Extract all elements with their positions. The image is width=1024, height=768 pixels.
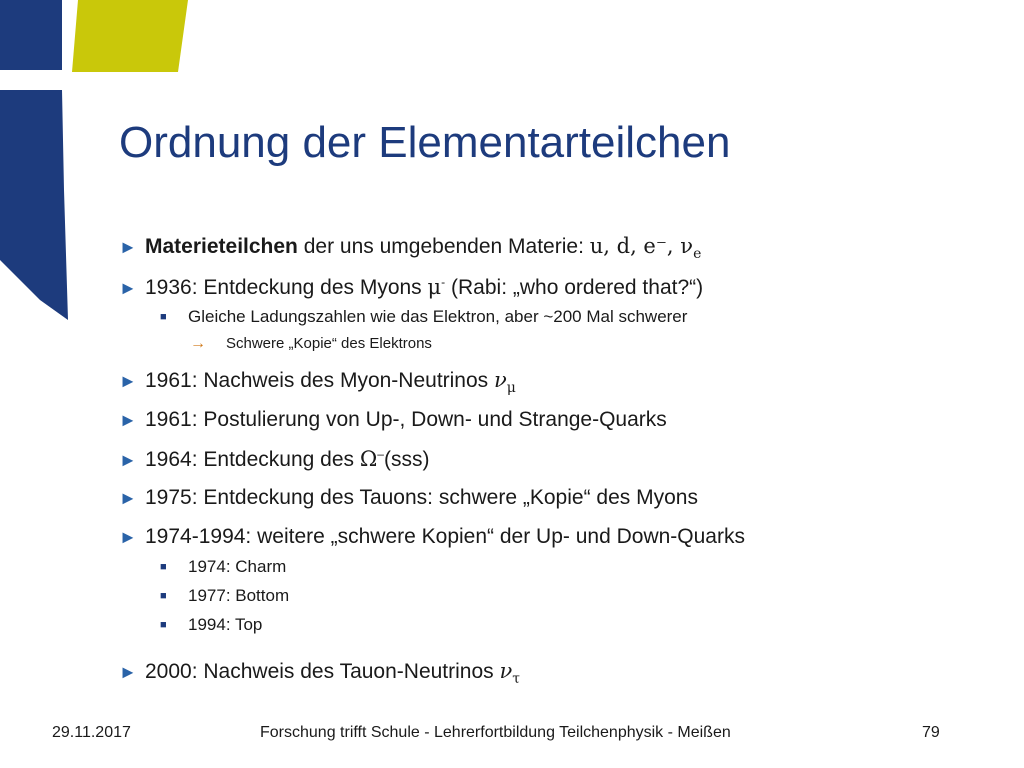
triangle-bullet-icon: ► xyxy=(119,527,137,547)
item-text-after: (Rabi: „who ordered that?“) xyxy=(445,276,704,299)
item-text: der uns umgebenden Materie: xyxy=(297,235,590,258)
triangle-bullet-icon: ► xyxy=(119,410,137,430)
item-text: 1975: Entdeckung des Tauons: schwere „Kopie“ des Myons xyxy=(145,486,698,509)
muon-symbol: μ xyxy=(427,275,442,299)
symbol-subscript: τ xyxy=(512,671,521,688)
bullet-item-1961-quarks xyxy=(119,408,667,432)
item-text: 1961: Nachweis des Myon-Neutrinos xyxy=(145,369,495,392)
sub-item-bottom xyxy=(160,586,289,606)
bullet-item-1936-muon xyxy=(119,275,703,300)
footer-page-number: 79 xyxy=(922,724,940,741)
triangle-bullet-icon: ► xyxy=(119,237,137,257)
sub-sub-item-text: Schwere „Kopie“ des Elektrons xyxy=(226,335,432,352)
sub-item-text: 1977: Bottom xyxy=(188,586,290,605)
bullet-item-1975-tauon xyxy=(119,486,698,510)
bullet-item-2000-tau-neutrino xyxy=(119,659,520,687)
symbol-subscript: e xyxy=(693,246,702,263)
item-text: 1961: Postulierung von Up-, Down- und Strange-Quarks xyxy=(145,408,667,431)
triangle-bullet-icon: ► xyxy=(119,450,137,470)
triangle-bullet-icon: ► xyxy=(119,371,137,391)
item-text: 1974-1994: weitere „schwere Kopien“ der Up- und Down-Quarks xyxy=(145,525,745,548)
bullet-item-1964-omega xyxy=(119,447,429,472)
triangle-bullet-icon: ► xyxy=(119,488,137,508)
omega-symbol: Ω xyxy=(359,447,378,471)
bold-term: Materieteilchen xyxy=(145,235,298,258)
logo-yellow-block xyxy=(72,0,188,72)
bullet-item-1961-muon-neutrino xyxy=(119,368,516,396)
bullet-item-matter-particles xyxy=(119,234,701,262)
item-text-after: (sss) xyxy=(383,448,430,471)
sub-item-text: 1994: Top xyxy=(188,615,263,634)
footer-date: 29.11.2017 xyxy=(52,724,131,741)
square-bullet-icon: ■ xyxy=(160,561,167,573)
logo-blue-curve xyxy=(0,90,68,320)
sub-sub-item-heavy-copy xyxy=(190,335,432,353)
slide-title: Ordnung der Elementarteilchen xyxy=(119,118,731,167)
square-bullet-icon: ■ xyxy=(160,590,167,602)
sub-item-text: Gleiche Ladungszahlen wie das Elektron, aber ~200 Mal schwerer xyxy=(188,307,688,326)
item-text: 2000: Nachweis des Tauon-Neutrinos xyxy=(145,660,500,683)
symbol-subscript: μ xyxy=(506,380,516,397)
square-bullet-icon: ■ xyxy=(160,619,167,631)
arrow-bullet-icon: → xyxy=(190,335,206,352)
sub-item-top xyxy=(160,615,262,635)
particle-symbols: u, d, e⁻, ν xyxy=(589,234,694,258)
symbol-superscript: - xyxy=(441,275,446,289)
triangle-bullet-icon: ► xyxy=(119,278,137,298)
sub-item-charge-numbers xyxy=(160,307,687,327)
neutrino-symbol: ν xyxy=(494,368,507,392)
item-text: 1964: Entdeckung des xyxy=(145,448,360,471)
bullet-item-1974-1994-quarks xyxy=(119,525,745,549)
logo-blue-square xyxy=(0,0,62,70)
sub-item-charm xyxy=(160,557,286,577)
triangle-bullet-icon: ► xyxy=(119,662,137,682)
item-text: 1936: Entdeckung des Myons xyxy=(145,276,428,299)
footer-title: Forschung trifft Schule - Lehrerfortbildung Teilchenphysik - Meißen xyxy=(260,724,731,741)
sub-item-text: 1974: Charm xyxy=(188,557,287,576)
square-bullet-icon: ■ xyxy=(160,311,167,323)
symbol-superscript: – xyxy=(377,447,384,461)
neutrino-symbol: ν xyxy=(499,659,513,683)
